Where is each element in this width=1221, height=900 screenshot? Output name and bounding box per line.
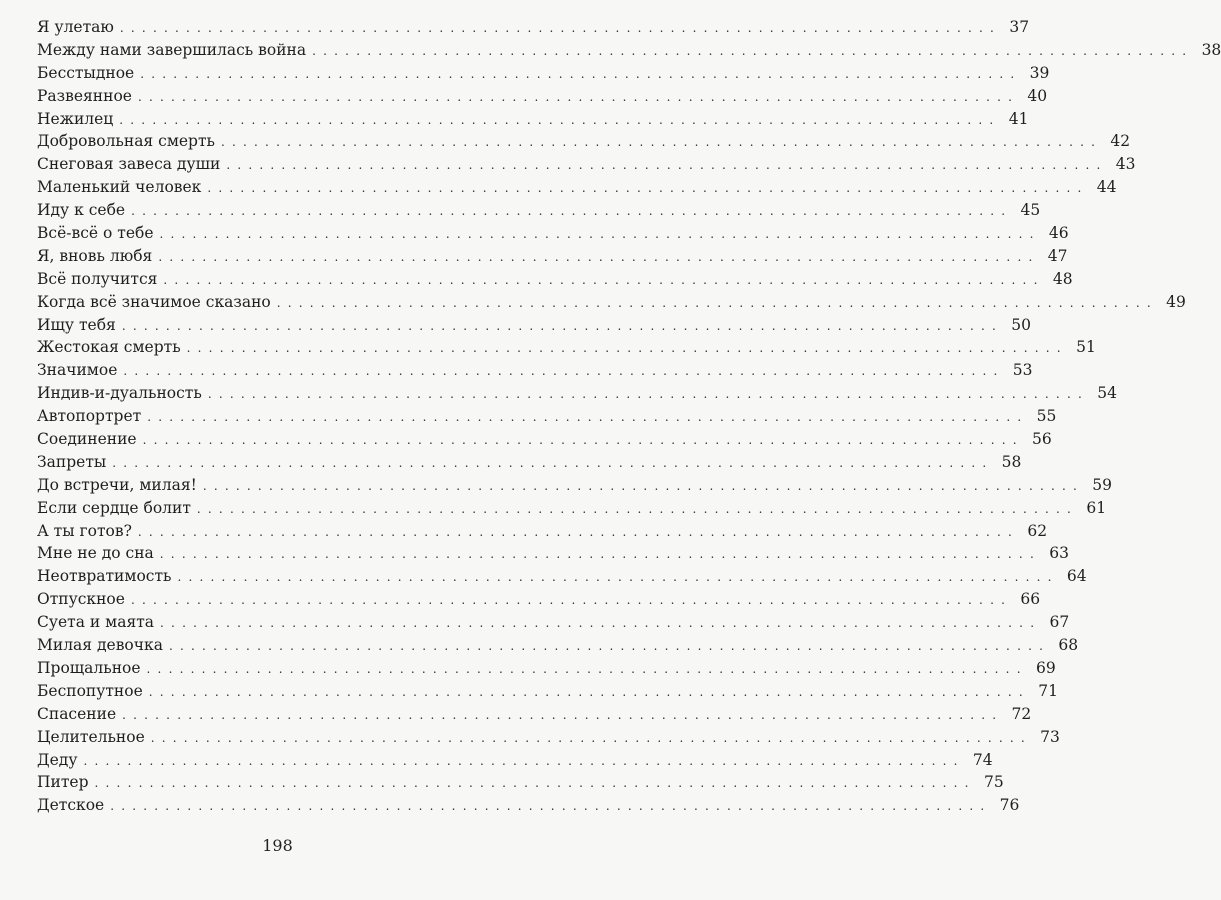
dot-leader: ................................................................................ (140, 66, 1022, 81)
toc-entry-title: Между нами завершилась война (37, 40, 307, 59)
page-number: 198 (262, 836, 293, 855)
dot-leader: ................................................................................ (196, 501, 1079, 516)
dot-leader: ................................................................................ (137, 524, 1020, 539)
toc-entry (37, 176, 1117, 199)
toc-entry-page: 53 (1012, 361, 1033, 380)
dot-leader: ................................................................................ (177, 570, 1059, 585)
toc-entry-title: Иду к себе (37, 201, 126, 220)
toc-entry-page: 38 (1201, 40, 1221, 59)
dot-leader: ................................................................................ (150, 730, 1032, 745)
toc-entry-page: 69 (1035, 658, 1056, 677)
dot-leader: ................................................................................ (158, 249, 1040, 264)
toc-entry-page: 47 (1047, 246, 1068, 265)
toc-entry-title: Когда всё значимое сказано (37, 292, 271, 311)
toc-entry (37, 405, 1057, 428)
dot-leader: ................................................................................ (123, 364, 1005, 379)
dot-leader: ................................................................................ (119, 112, 1001, 127)
toc-entry-title: Маленький человек (37, 178, 202, 197)
dot-leader: ................................................................................ (276, 295, 1158, 310)
dot-leader: ................................................................................ (146, 661, 1028, 676)
dot-leader: ................................................................................ (148, 684, 1030, 699)
toc-entry-page: 71 (1038, 681, 1058, 700)
toc-entry (37, 336, 1096, 359)
dot-leader: ................................................................................ (131, 204, 1013, 219)
toc-entry-title: Я, вновь любя (37, 246, 153, 265)
toc-entry (37, 726, 1060, 749)
toc-entry-title: Отпускное (37, 590, 125, 609)
toc-entry (37, 749, 993, 772)
toc-entry (37, 771, 1004, 794)
toc-entry-page: 64 (1066, 567, 1087, 586)
toc-entry-title: Соединение (37, 430, 137, 449)
toc-entry-title: Снеговая завеса души (37, 155, 221, 174)
toc-entry-title: Питер (37, 773, 89, 792)
toc-entry-title: Бесстыдное (37, 63, 135, 82)
toc-entry-title: Нежилец (37, 109, 114, 128)
toc-entry-title: Детское (37, 796, 105, 815)
dot-leader: ................................................................................ (168, 639, 1051, 654)
toc-entry (37, 565, 1087, 588)
toc-entry-title: Ищу тебя (37, 315, 116, 334)
toc-entry-title: Прощальное (37, 658, 141, 677)
toc-entry-page: 42 (1110, 132, 1131, 151)
toc-entry-title: Добровольная смерть (37, 132, 215, 151)
toc-entry-title: Неотвратимость (37, 567, 172, 586)
toc-entry-page: 37 (1009, 18, 1030, 36)
toc-entry (37, 62, 1050, 85)
toc-entry (37, 199, 1041, 222)
toc-entry-title: Значимое (37, 361, 118, 380)
toc-entry-title: Милая девочка (37, 636, 163, 655)
toc-entry-page: 61 (1086, 498, 1107, 517)
toc-entry (37, 634, 1079, 657)
toc-entry-title: Целительное (37, 727, 145, 746)
toc-entry-page: 58 (1001, 452, 1022, 471)
toc-entry-page: 43 (1115, 155, 1136, 174)
toc-entry (37, 153, 1136, 176)
toc-entry (37, 474, 1113, 497)
dot-leader: ................................................................................ (226, 158, 1108, 173)
toc-entry-page: 40 (1027, 86, 1048, 105)
dot-leader: ................................................................................ (221, 135, 1103, 150)
toc-entry (37, 268, 1073, 291)
toc-entry-page: 46 (1048, 224, 1069, 243)
dot-leader: ................................................................................ (122, 707, 1004, 722)
toc-entry (37, 85, 1048, 108)
toc-entry-title: Всё-всё о тебе (37, 224, 154, 243)
toc-entry (37, 291, 1186, 314)
toc-entry-page: 67 (1049, 613, 1070, 632)
toc-entry (37, 497, 1107, 520)
toc-entry-page: 73 (1040, 727, 1060, 746)
toc-entry (37, 611, 1070, 634)
toc-entry-page: 62 (1027, 521, 1048, 540)
toc-entry-page: 59 (1092, 475, 1113, 494)
toc-entry (37, 657, 1056, 680)
dot-leader: ................................................................................ (147, 410, 1029, 425)
toc-entry-title: Жестокая смерть (37, 338, 181, 357)
toc-entry (37, 520, 1048, 543)
toc-entry (37, 451, 1022, 474)
toc-entry (37, 39, 1221, 62)
dot-leader: ................................................................................ (207, 387, 1089, 402)
dot-leader: ................................................................................ (207, 181, 1089, 196)
dot-leader: ................................................................................ (112, 455, 994, 470)
toc-entry (37, 703, 1032, 726)
toc-entry-page: 66 (1020, 590, 1041, 609)
toc-entry-page: 76 (999, 796, 1020, 815)
toc-entry (37, 428, 1052, 451)
toc-entry (37, 794, 1020, 817)
toc-entry-page: 68 (1058, 636, 1079, 655)
toc-entry (37, 542, 1069, 565)
toc-entry-title: Деду (37, 750, 78, 769)
toc-entry-title: Я улетаю (37, 18, 114, 36)
dot-leader: ................................................................................ (163, 272, 1045, 287)
table-of-contents (37, 16, 1221, 817)
dot-leader: ................................................................................ (130, 593, 1013, 608)
toc-entry-page: 48 (1052, 269, 1073, 288)
toc-entry (37, 222, 1069, 245)
toc-entry-page: 55 (1036, 407, 1057, 426)
toc-entry-title: Мне не до сна (37, 544, 154, 563)
dot-leader: ................................................................................ (121, 318, 1003, 333)
toc-entry-page: 72 (1011, 704, 1032, 723)
toc-entry-title: До встречи, милая! (37, 475, 197, 494)
toc-entry-page: 75 (983, 773, 1004, 792)
toc-entry-page: 49 (1166, 292, 1186, 311)
dot-leader: ................................................................................ (137, 89, 1020, 104)
dot-leader: ................................................................................ (83, 753, 965, 768)
dot-leader: ................................................................................ (159, 227, 1041, 242)
toc-entry-page: 54 (1097, 384, 1117, 403)
dot-leader: ................................................................................ (94, 776, 976, 791)
toc-entry (37, 359, 1033, 382)
toc-entry-title: Всё получится (37, 269, 158, 288)
dot-leader: ................................................................................ (312, 43, 1194, 58)
toc-entry-title: Если сердце болит (37, 498, 191, 517)
toc-entry-title: Автопортрет (37, 407, 142, 426)
dot-leader: ................................................................................ (202, 478, 1085, 493)
toc-entry (37, 130, 1131, 153)
dot-leader: ................................................................................ (119, 21, 1002, 35)
toc-entry-page: 56 (1032, 430, 1052, 449)
toc-entry (37, 382, 1117, 405)
toc-entry-page: 51 (1076, 338, 1096, 357)
toc-entry-page: 74 (972, 750, 993, 769)
toc-entry (37, 314, 1031, 337)
toc-entry (37, 588, 1041, 611)
toc-entry-title: Спасение (37, 704, 117, 723)
toc-entry-title: А ты готов? (37, 521, 132, 540)
toc-entry-page: 39 (1029, 63, 1050, 82)
dot-leader: ................................................................................ (142, 433, 1024, 448)
toc-entry-title: Индив-и-дуальность (37, 384, 202, 403)
toc-entry-title: Суета и маята (37, 613, 155, 632)
toc-entry-title: Беспопутное (37, 681, 143, 700)
toc-entry-page: 63 (1049, 544, 1069, 563)
toc-entry (37, 680, 1058, 703)
dot-leader: ................................................................................ (186, 341, 1068, 356)
toc-entry (37, 16, 1030, 39)
dot-leader: ................................................................................ (159, 547, 1041, 562)
toc-entry-title: Развеянное (37, 86, 132, 105)
toc-entry-page: 50 (1011, 315, 1031, 334)
dot-leader: ................................................................................ (160, 616, 1042, 631)
toc-entry (37, 108, 1029, 131)
dot-leader: ................................................................................ (110, 799, 992, 814)
toc-entry-page: 41 (1008, 109, 1029, 128)
toc-entry-page: 45 (1020, 201, 1041, 220)
toc-entry (37, 245, 1068, 268)
toc-entry-title: Запреты (37, 452, 107, 471)
toc-entry-page: 44 (1096, 178, 1117, 197)
